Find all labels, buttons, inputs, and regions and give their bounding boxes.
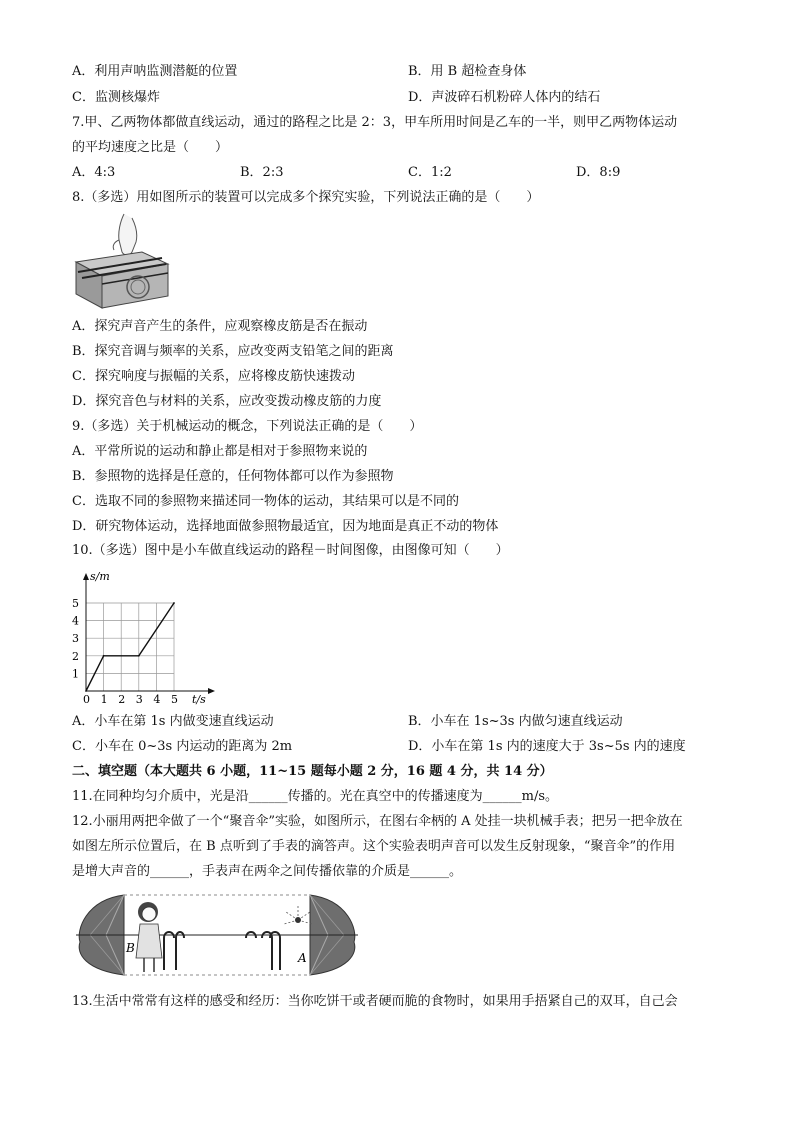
section-2-title: 二、填空题（本大题共 6 小题，11~15 题每小题 2 分，16 题 4 分，共 14 分）	[72, 764, 553, 779]
q9-stem: 9.（多选）关于机械运动的概念，下列说法正确的是（ ）	[72, 419, 423, 434]
y-tick-label: 1	[72, 667, 79, 681]
q6-option-d: D．声波碎石机粉碎人体内的结石	[408, 90, 601, 105]
q8-option-c: C．探究响度与振幅的关系，应将橡皮筋快速拨动	[72, 369, 355, 384]
q9-option-a: A．平常所说的运动和静止都是相对于参照物来说的	[72, 444, 368, 459]
q12-line1: 12.小丽用两把伞做了一个“聚音伞”实验，如图所示，在图右伞柄的 A 处挂一块机械手表；把另一把伞放在	[72, 814, 683, 829]
q6-option-b: B．用 B 超检查身体	[408, 64, 527, 79]
q8-option-d: D．探究音色与材料的关系，应改变拨动橡皮筋的力度	[72, 394, 382, 409]
x-tick-label: 3	[135, 693, 143, 705]
q6-option-a: A．利用声呐监测潜艇的位置	[72, 64, 238, 79]
q10-stem: 10.（多选）图中是小车做直线运动的路程－时间图像，由图像可知（ ）	[72, 543, 509, 558]
q9-option-c: C．选取不同的参照物来描述同一物体的运动，其结果可以是不同的	[72, 494, 459, 509]
q8-option-b: B．探究音调与频率的关系，应改变两支铅笔之间的距离	[72, 344, 394, 359]
q7-stem-line2: 的平均速度之比是（ ）	[72, 140, 229, 155]
data-point	[85, 690, 87, 692]
x-axis-label: t/s	[192, 693, 206, 705]
y-tick-label: 3	[72, 632, 79, 646]
x-axis-arrow	[208, 688, 215, 694]
point-a-label: A	[298, 951, 307, 965]
q6-option-c: C．监测核爆炸	[72, 90, 160, 105]
q13-line1: 13.生活中常常有这样的感受和经历：当你吃饼干或者硬而脆的食物时，如果用手捂紧自己的双耳，自己会	[72, 994, 678, 1009]
y-tick-label: 4	[72, 614, 79, 628]
x-tick-label: 5	[171, 693, 178, 705]
series-line	[86, 603, 174, 691]
x-tick-label: 1	[100, 693, 108, 705]
q7-option-c: C．1:2	[408, 165, 452, 180]
y-axis-label: s/m	[90, 570, 110, 583]
y-tick-label: 2	[72, 649, 79, 663]
q11-text: 11.在同种均匀介质中，光是沿______传播的。光在真空中的传播速度为______m/s。	[72, 789, 559, 804]
q7-option-b: B．2:3	[240, 165, 284, 180]
q7-option-d: D．8:9	[576, 165, 621, 180]
x-tick-label: 2	[118, 693, 126, 705]
data-point	[173, 602, 175, 604]
q8-option-a: A．探究声音产生的条件，应观察橡皮筋是否在振动	[72, 319, 368, 334]
y-axis-arrow	[83, 573, 89, 580]
x-tick-label: 4	[153, 693, 161, 705]
rubber-band-box-figure	[72, 212, 172, 312]
data-point	[138, 655, 140, 657]
q10-option-b: B．小车在 1s~3s 内做匀速直线运动	[408, 714, 623, 729]
q8-stem: 8.（多选）用如图所示的装置可以完成多个探究实验，下列说法正确的是（ ）	[72, 190, 540, 205]
q12-line2: 如图左所示位置后，在 B 点听到了手表的滴答声。这个实验表明声音可以发生反射现象，“聚音伞”的作用	[72, 839, 676, 854]
distance-time-chart	[70, 570, 220, 705]
q9-option-d: D．研究物体运动，选择地面做参照物最适宜，因为地面是真正不动的物体	[72, 519, 499, 534]
q9-option-b: B．参照物的选择是任意的，任何物体都可以作为参照物	[72, 469, 394, 484]
y-tick-label: 5	[72, 597, 79, 610]
q12-line3: 是增大声音的______，手表声在两伞之间传播依靠的介质是______。	[72, 864, 463, 879]
x-tick-label: 0	[83, 693, 90, 705]
q7-option-a: A．4:3	[72, 165, 116, 180]
q10-option-d: D．小车在第 1s 内的速度大于 3s~5s 内的速度	[408, 739, 686, 754]
point-b-label: B	[126, 941, 135, 955]
q10-option-a: A．小车在第 1s 内做变速直线运动	[72, 714, 274, 729]
umbrella-experiment-figure	[76, 890, 358, 980]
q7-stem-line1: 7.甲、乙两物体都做直线运动，通过的路程之比是 2：3，甲车所用时间是乙车的一半，则甲乙两物体运动	[72, 115, 678, 130]
data-point	[103, 655, 105, 657]
q10-option-c: C．小车在 0~3s 内运动的距离为 2m	[72, 739, 293, 754]
